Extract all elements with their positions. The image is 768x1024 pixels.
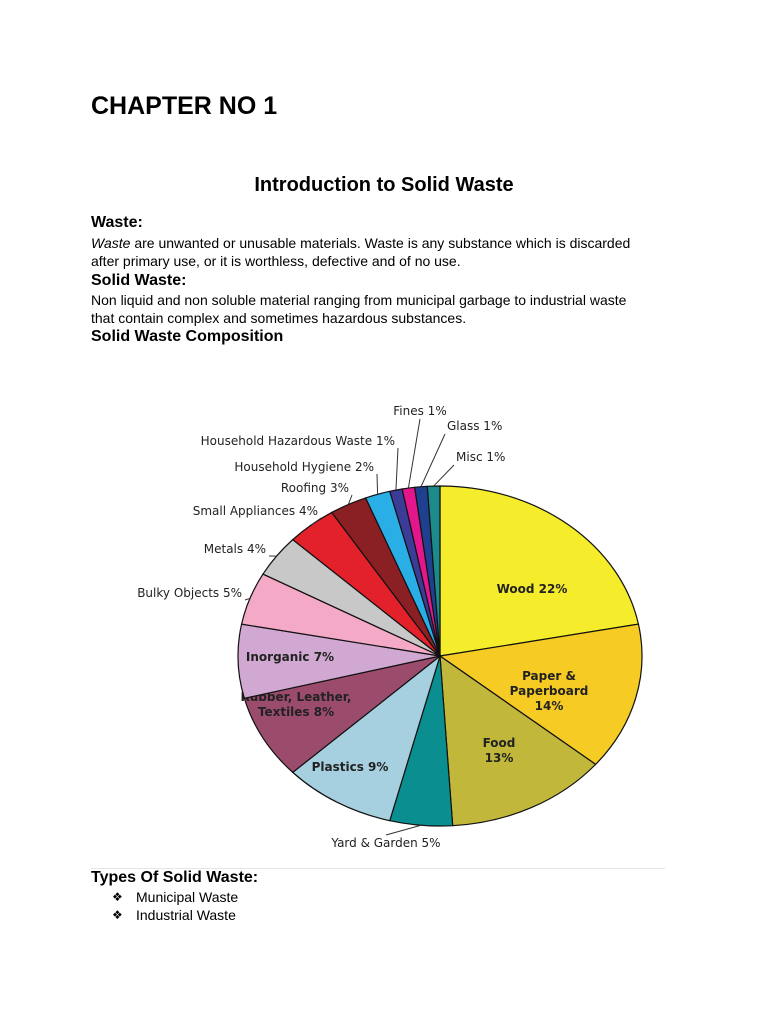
slice-label-roofing: Roofing 3% <box>280 481 349 495</box>
slice-label-inorganic: Inorganic 7% <box>245 650 335 664</box>
list-item <box>112 906 238 924</box>
slice-label-small-appliances: Small Appliances 4% <box>192 504 318 518</box>
composition-pie-chart <box>104 395 664 860</box>
slice-label-paper: 14% <box>534 699 564 713</box>
slice-label-glass: Glass 1% <box>447 419 503 433</box>
solid-waste-text-line2: that contain complex and sometimes hazardous substances. <box>91 310 467 326</box>
slice-label-paper: Paperboard <box>509 684 589 698</box>
leader-line-misc <box>434 465 454 486</box>
slice-label-fines: Fines 1% <box>393 404 447 418</box>
types-list <box>112 888 238 924</box>
page-title: Introduction to Solid Waste <box>254 174 514 196</box>
slice-label-food: 13% <box>484 751 514 765</box>
leader-line-glass <box>421 434 445 487</box>
solid-waste-text-line1: Non liquid and non soluble material ranging from municipal garbage to industrial waste <box>91 292 627 308</box>
slice-label-food: Food <box>482 736 516 750</box>
waste-text-line1: are unwanted or unusable materials. Waste is any substance which is discarded <box>130 235 631 251</box>
slice-label-paper: Paper & <box>522 669 576 683</box>
diamond-bullet-icon: ❖ <box>112 890 123 904</box>
solid-waste-definition <box>91 291 691 327</box>
chapter-heading: CHAPTER NO 1 <box>91 92 278 120</box>
slice-label-wood: Wood 22% <box>496 582 568 596</box>
leader-line-hazardous <box>396 448 398 490</box>
types-heading: Types Of Solid Waste: <box>91 869 259 886</box>
composition-heading: Solid Waste Composition <box>91 328 284 345</box>
list-item <box>112 888 238 906</box>
slice-label-hygiene: Household Hygiene 2% <box>234 460 374 474</box>
list-item-label: Municipal Waste <box>136 889 239 905</box>
slice-label-rubber: Textiles 8% <box>257 705 335 719</box>
slice-label-bulky: Bulky Objects 5% <box>137 586 242 600</box>
leader-line-hygiene <box>377 474 378 494</box>
leader-line-yard-garden <box>386 825 421 835</box>
waste-text-line2: after primary use, or it is worthless, defective and of no use. <box>91 253 461 269</box>
solid-waste-heading: Solid Waste: <box>91 272 187 289</box>
diamond-bullet-icon: ❖ <box>112 908 123 922</box>
slice-label-misc: Misc 1% <box>456 450 506 464</box>
pie-chart-svg <box>104 395 664 860</box>
slice-label-hazardous: Household Hazardous Waste 1% <box>200 434 395 448</box>
waste-lead-word: Waste <box>91 235 131 251</box>
list-item-label: Industrial Waste <box>136 907 236 923</box>
slice-label-rubber: Rubber, Leather, <box>240 690 352 704</box>
slice-label-plastics: Plastics 9% <box>311 760 389 774</box>
slice-label-metals: Metals 4% <box>203 542 266 556</box>
waste-definition <box>91 234 691 270</box>
leader-line-fines <box>408 419 420 488</box>
slice-label-yard-garden: Yard & Garden 5% <box>331 836 441 850</box>
waste-heading: Waste: <box>91 214 143 231</box>
